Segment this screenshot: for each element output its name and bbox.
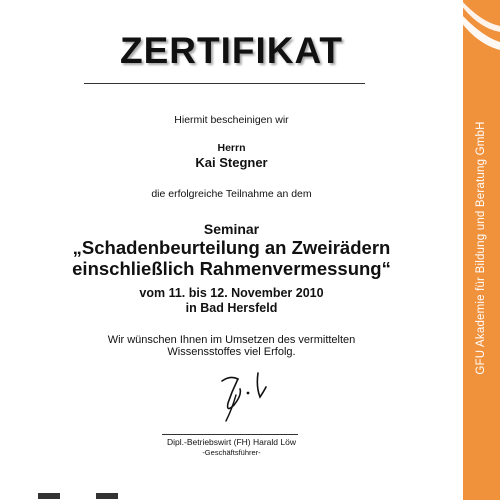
- intro-text: Hiermit bescheinigen wir: [174, 114, 289, 126]
- seminar-dates: vom 11. bis 12. November 2010: [139, 286, 324, 300]
- seminar-location: in Bad Hersfeld: [185, 301, 278, 315]
- wish-line2: Wissensstoffes viel Erfolg.: [167, 346, 296, 358]
- seminar-title-line2: einschließlich Rahmenvermessung“: [72, 258, 391, 279]
- seminar-title-line1: „Schadenbeurteilung an Zweirädern: [72, 237, 391, 258]
- partner-logos: [38, 492, 138, 500]
- signature: [212, 365, 282, 425]
- salutation: Herrn: [217, 142, 246, 154]
- event-type: Seminar: [203, 221, 260, 237]
- recipient-name: Kai Stegner: [195, 155, 268, 170]
- organization-name: GFU Akademie für Bildung und Beratung GmbH: [475, 121, 487, 375]
- signer-name: Dipl.-Betriebswirt (FH) Harald Löw: [167, 437, 296, 447]
- signer-role: -Geschäftsführer-: [202, 448, 261, 457]
- title-divider: [84, 83, 365, 84]
- participation-text: die erfolgreiche Teilnahme an dem: [151, 188, 312, 200]
- signature-line: [162, 434, 298, 435]
- wish-line1: Wir wünschen Ihnen im Umsetzen des vermittelten: [107, 334, 356, 346]
- certificate-title: ZERTIFIKAT: [119, 30, 344, 71]
